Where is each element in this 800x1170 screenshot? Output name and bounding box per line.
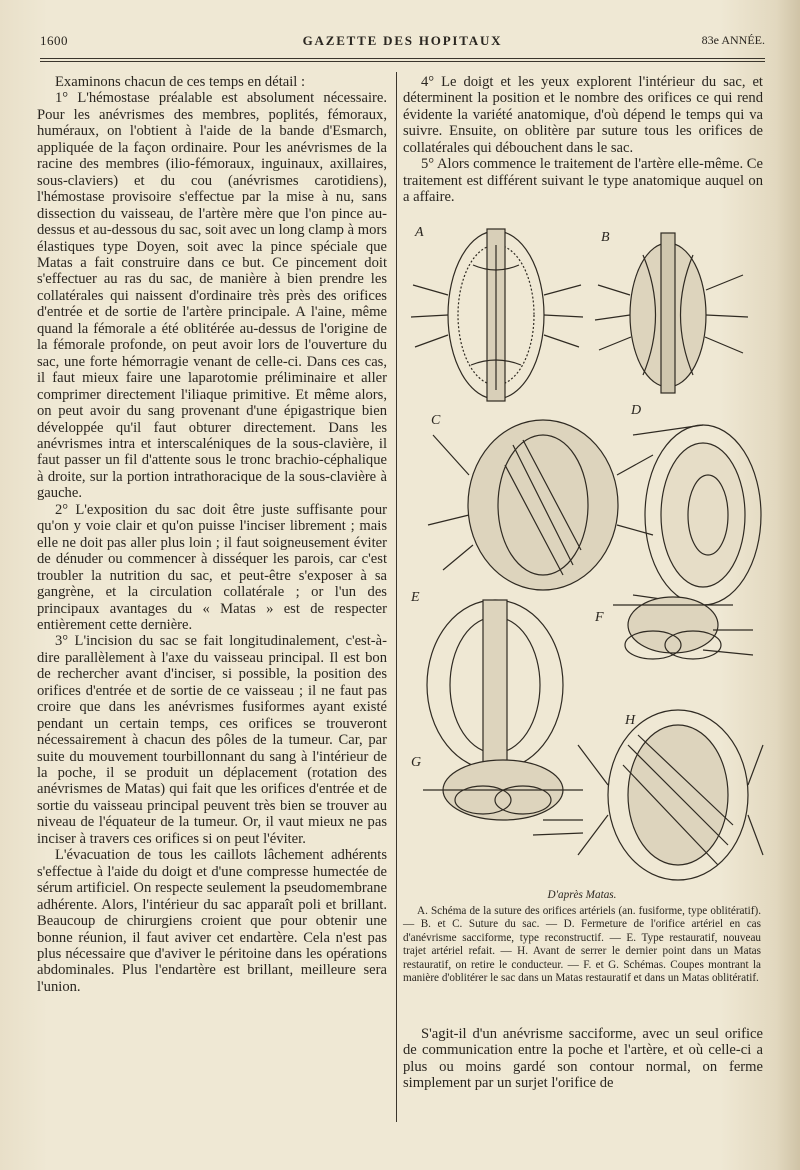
paragraph: S'agit-il d'un anévrisme sacciforme, avec un seul orifice de communication entre la poche et l'artère, et où celle-ci a plus ou moins gardé son contour normal, on ferme simplement par un surjet l'orifice de bbox=[403, 1026, 763, 1092]
panel-label-h: H bbox=[625, 713, 636, 728]
header-rule-bottom bbox=[40, 61, 765, 62]
panel-label-f: F bbox=[595, 610, 604, 625]
panel-f-drawing bbox=[613, 597, 753, 659]
year-label: 83e ANNÉE. bbox=[701, 33, 765, 47]
page-header bbox=[40, 33, 765, 51]
left-column bbox=[37, 74, 387, 995]
panel-d-drawing bbox=[633, 425, 761, 605]
caption-text: A. Schéma de la suture des orifices artériels (an. fusiforme, type oblitératif). — B. et C. Suture du sac. — D. Fermeture de l'orifice artériel en cas d'anévrisme sacciforme, type reconstructif. — E. Type restauratif, nouveau trajet artériel refait. — H. Avant de serrer le dernier point dans un Matas restauratif, on retire le conducteur. — F. et G. Schémas. Coupes montrant la manière d'oblitérer le sac dans un Matas restauratif et dans un Matas oblitératif. bbox=[403, 904, 761, 984]
paragraph: 5° Alors commence le traitement de l'artère elle-même. Ce traitement est différent suivant le type anatomique auquel on a affaire. bbox=[403, 156, 763, 206]
paragraph: 1° L'hémostase préalable est absolument nécessaire. Pour les anévrismes des membres, poplités, fémoraux, huméraux, on l'obtient à l'aide de la bande d'Esmarch, appliquée de la façon ordinaire. Pour les anévrismes de la racine des membres (ilio-fémoraux, inguinaux, axillaires, sous-claviers) et du cou (anévrismes carotidiens), l'hémostase provisoire s'effectue par la mise à nu, sans dissection du vaisseau, de l'artère mère que l'on pince au-dessus et au-dessous du sac, soit avec un long clamp à mors élastiques type Doyen, soit avec la pince spéciale que Matas a fait construire dans ce but. Ce pincement doit s'effectuer au ras du sac, de manière à bien prendre les collatérales qui naissent d'ordinaire très près des orifices d'entrée et de sortie de l'artère principale. A l'aine, même quand la fémorale a été oblitérée au-dessus de l'origine de la fémorale profonde, on peut avoir lors de l'ouverture du sac, une forte hémorragie venant de celle-ci. Dans ces cas, il faut mieux faire une laparotomie préliminaire et aller comprimer directement l'iliaque primitive. Et même alors, on peut avoir du sang provenant d'une épigastrique bien développée qu'il faut obturer directement. Dans les anévrismes intra et interscaléniques de la sous-clavière, il faut passer un fil d'attente sous le tronc brachio-céphalique à droite, sur la portion intrathoracique de la sous-clavière à gauche. bbox=[37, 90, 387, 502]
right-column-bottom bbox=[403, 1026, 763, 1092]
page-number: 1600 bbox=[40, 33, 68, 48]
panel-a-drawing bbox=[411, 229, 583, 401]
panel-label-e: E bbox=[411, 590, 420, 605]
header-rule-top bbox=[40, 58, 765, 59]
panel-e-drawing bbox=[427, 600, 563, 770]
panel-c-drawing bbox=[428, 420, 653, 590]
figure-credit: D'après Matas. bbox=[547, 889, 617, 901]
column-divider bbox=[396, 72, 397, 1122]
panel-label-b: B bbox=[601, 230, 610, 245]
paragraph: 3° L'incision du sac se fait longitudinalement, c'est-à-dire parallèlement à l'axe du vaisseau principal. Il est bon de rechercher avant d'inciser, si possible, la position des orifices d'entrée et de sortie de ce vaisseau ; il ne faut pas croire que dans les anévrismes fusiformes ayant existé pendant un certain temps, ces orifices se trouveront nécessairement à chacun des pôles de la tumeur. Car, par suite du mouvement tourbillonnant du sang à l'intérieur de la poche, il se produit un déplacement (rotation des anévrismes de Matas) qui fait que les orifices d'entrée et de sortie du vaisseau principal peuvent très bien se trouver au niveau de l'équateur de la tumeur. Or, il vaut mieux ne pas inciser à travers ces orifices si on peut l'éviter. bbox=[37, 633, 387, 847]
paragraph: Examinons chacun de ces temps en détail : bbox=[55, 74, 306, 90]
panel-g-drawing bbox=[423, 760, 583, 835]
panel-h-drawing bbox=[578, 710, 763, 880]
panel-b-drawing bbox=[595, 233, 748, 393]
journal-title: GAZETTE DES HOPITAUX bbox=[302, 33, 503, 48]
paragraph: 2° L'exposition du sac doit être juste suffisante pour qu'on y voie clair et qu'on puisse l'inciser librement ; mais elle ne doit pas aller plus loin ; il faut soigneusement éviter de dénuder ou commencer à disséquer les parois, car c'est troubler la nutrition du sac, et peut-être s'exposer à sa gangrène, et la circulation collatérale ; or l'un des principaux avantages du « Matas » est de respecter entièrement cette dernière. bbox=[37, 501, 387, 633]
paragraph: 4° Le doigt et les yeux explorent l'intérieur du sac, et déterminent la position et le nombre des orifices ce qui rend évidente la variété anatomique, d'où dépend le temps qui va suivre. Ensuite, on oblitère par suture tous les orifices de collatérales qui débouchent dans le sac. bbox=[403, 74, 763, 156]
anatomical-figure bbox=[403, 225, 765, 890]
paragraph: L'évacuation de tous les caillots lâchement adhérents s'effectue à l'aide du doigt et d'une compresse humectée de sérum artificiel. On respecte seulement la pseudomembrane adhérente. Alors, l'intérieur du sac apparaît poli et brillant. Beaucoup de chirurgiens croient que pour obtenir une bonne réunion, il faut aviver cet endartère. Cela n'est pas plus nécessaire que d'aviver le péritoine dans les opérations abdominales. Plus l'endartère est brillant, meilleure sera l'union. bbox=[37, 847, 387, 995]
figure-caption bbox=[403, 889, 761, 986]
panel-label-c: C bbox=[431, 413, 441, 428]
right-column-top bbox=[403, 74, 763, 206]
panel-label-a: A bbox=[415, 225, 424, 240]
panel-label-g: G bbox=[411, 755, 422, 770]
panel-label-d: D bbox=[631, 403, 642, 418]
figure-drawings bbox=[403, 225, 765, 890]
